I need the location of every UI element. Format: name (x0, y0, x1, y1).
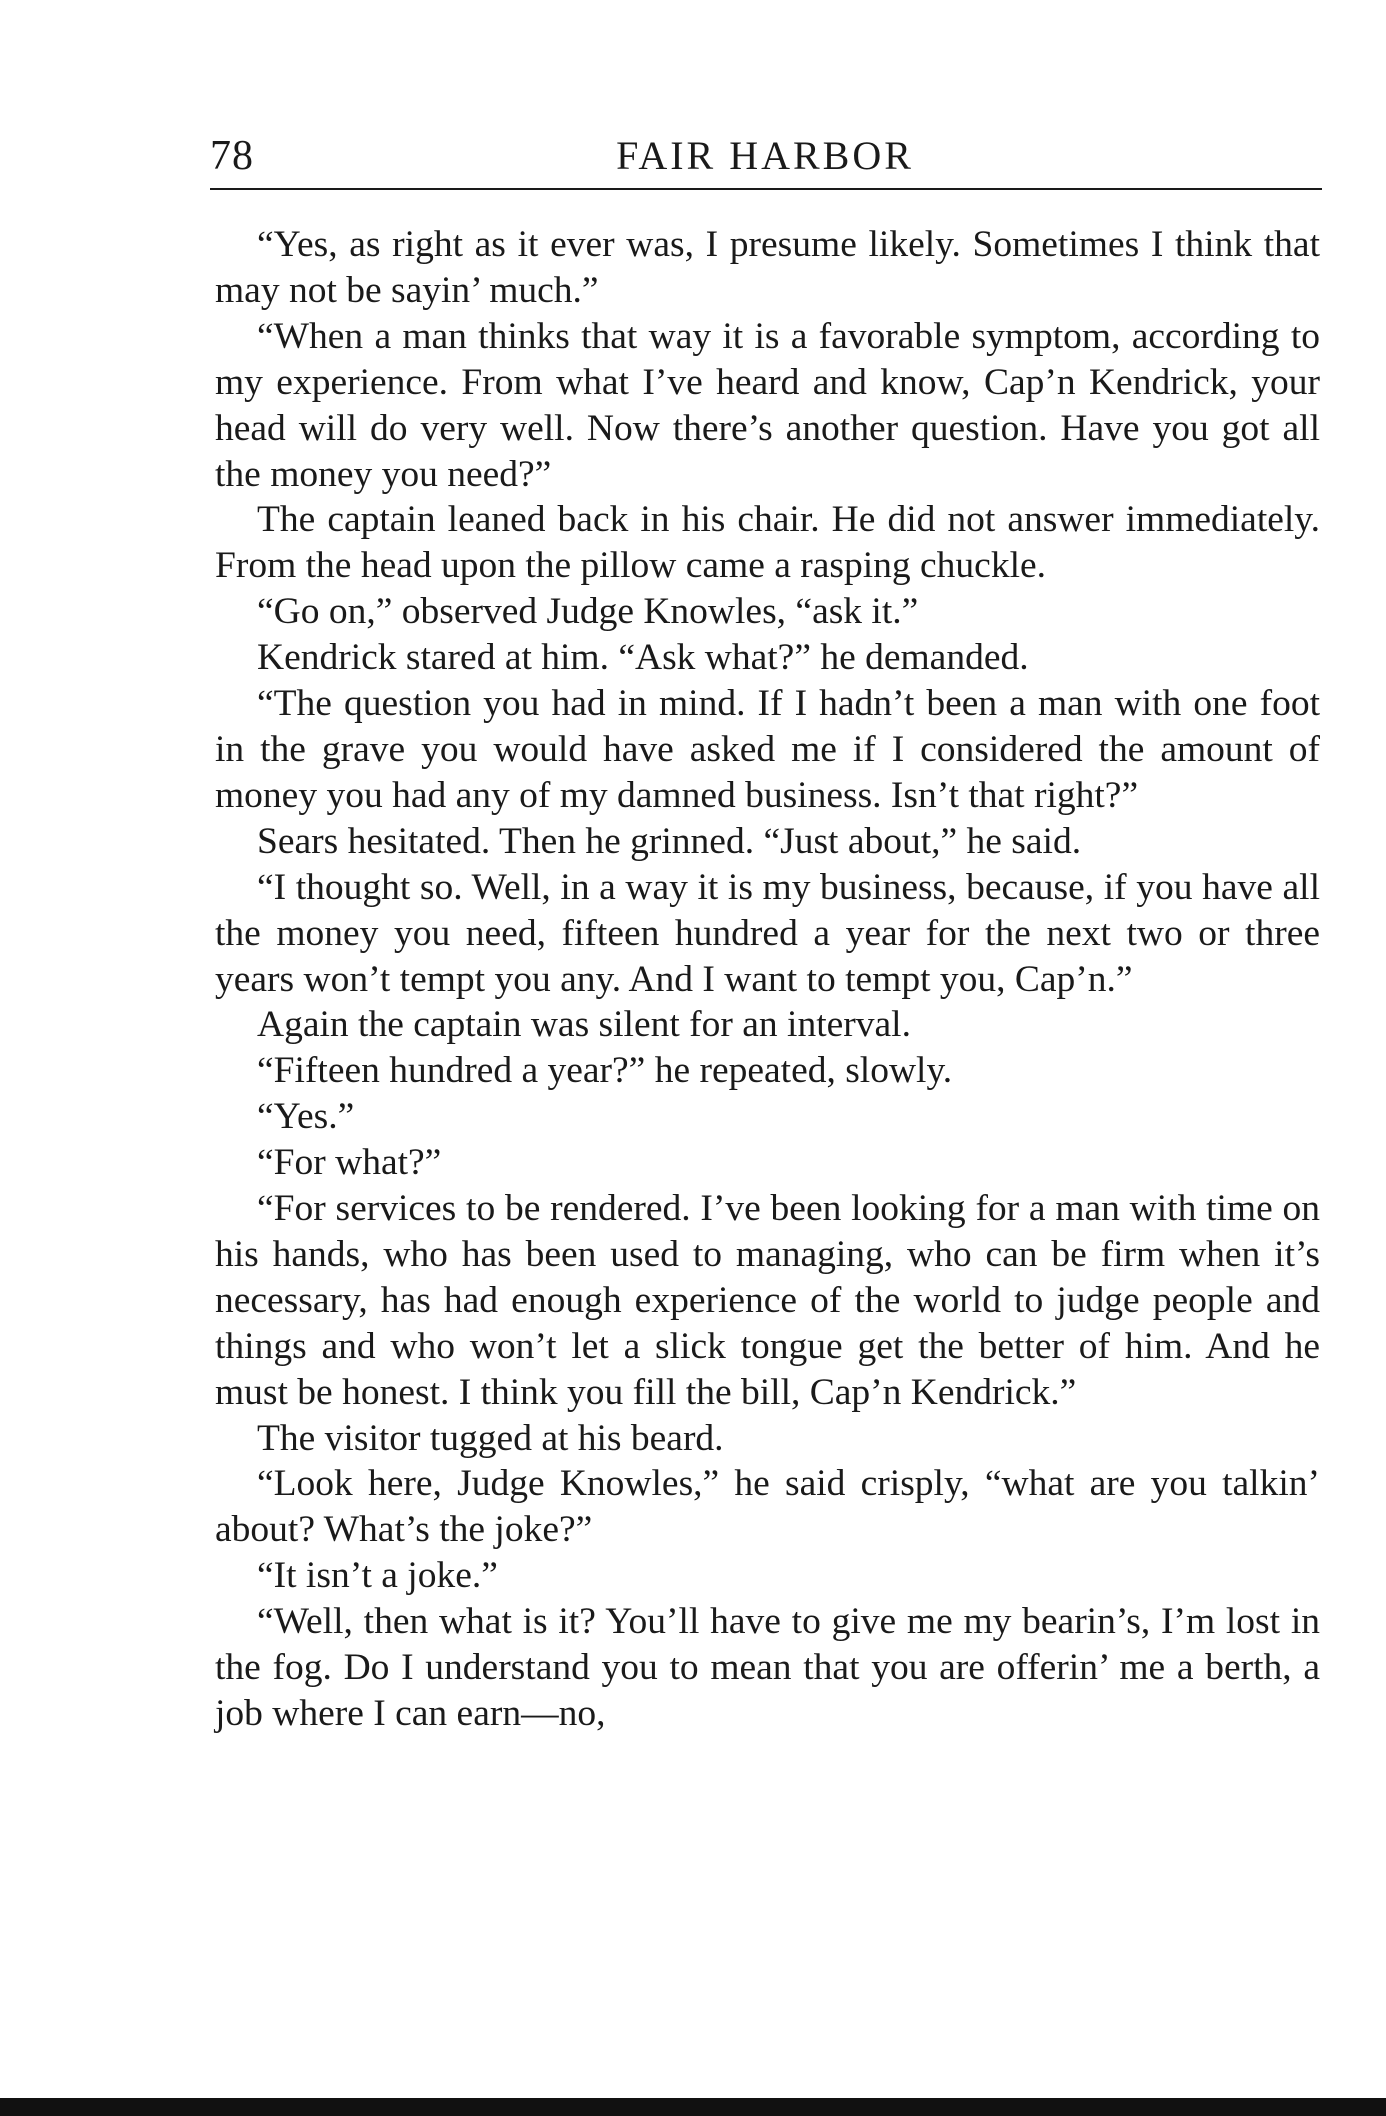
paragraph: “The question you had in mind. If I hadn’t been a man with one foot in the grave you would have asked me if I considered the amount of money you had any of my damned business. Isn’t that right?” (215, 683, 1320, 816)
body-text (215, 222, 1320, 1737)
paragraph: Sears hesitated. Then he grinned. “Just about,” he said. (257, 820, 1082, 862)
page-header (210, 126, 1320, 186)
page-number: 78 (210, 133, 254, 179)
scan-bottom-edge (0, 2098, 1386, 2116)
paragraph: “Go on,” observed Judge Knowles, “ask it.” (257, 591, 919, 633)
paragraph: “Yes, as right as it ever was, I presume likely. Sometimes I think that may not be sayin’ much.” (215, 224, 1320, 311)
paragraph: “Well, then what is it? You’ll have to give me my bearin’s, I’m lost in the fog. Do I understand you to mean that you are offerin’ me a berth, a job where I can earn—no, (215, 1601, 1320, 1734)
running-title: FAIR HARBOR (616, 133, 914, 178)
paragraph: Kendrick stared at him. “Ask what?” he demanded. (257, 637, 1029, 679)
paragraph: “Yes.” (257, 1096, 355, 1138)
paragraph: The visitor tugged at his beard. (257, 1417, 724, 1459)
paragraph: “For services to be rendered. I’ve been looking for a man with time on his hands, who has been used to managing, who can be firm when it’s necessary, has had enough experience of the world to judge people and things and who won’t let a slick tongue get the better of him. And he must be honest. I think you fill the bill, Cap’n Kendrick.” (215, 1188, 1320, 1413)
paragraph: The captain leaned back in his chair. He did not answer immediately. From the head upon the pillow came a rasping chuckle. (215, 499, 1320, 587)
paragraph: “For what?” (257, 1142, 442, 1184)
header-rule (210, 188, 1322, 190)
paragraph: “Look here, Judge Knowles,” he said crisply, “what are you talkin’ about? What’s the joke?” (215, 1463, 1320, 1551)
paragraph: “When a man thinks that way it is a favorable symptom, according to my experience. From what I’ve heard and know, Cap’n Kendrick, your head will do very well. Now there’s another question. Have you got all the money you need?” (215, 315, 1320, 495)
paragraph: “Fifteen hundred a year?” he repeated, slowly. (257, 1050, 953, 1092)
paragraph: “I thought so. Well, in a way it is my business, because, if you have all the money you need, fifteen hundred a year for the next two or three years won’t tempt you any. And I want to tempt you, Cap’n.” (215, 866, 1320, 1000)
paragraph: “It isn’t a joke.” (257, 1555, 498, 1597)
paragraph: Again the captain was silent for an interval. (257, 1004, 911, 1046)
